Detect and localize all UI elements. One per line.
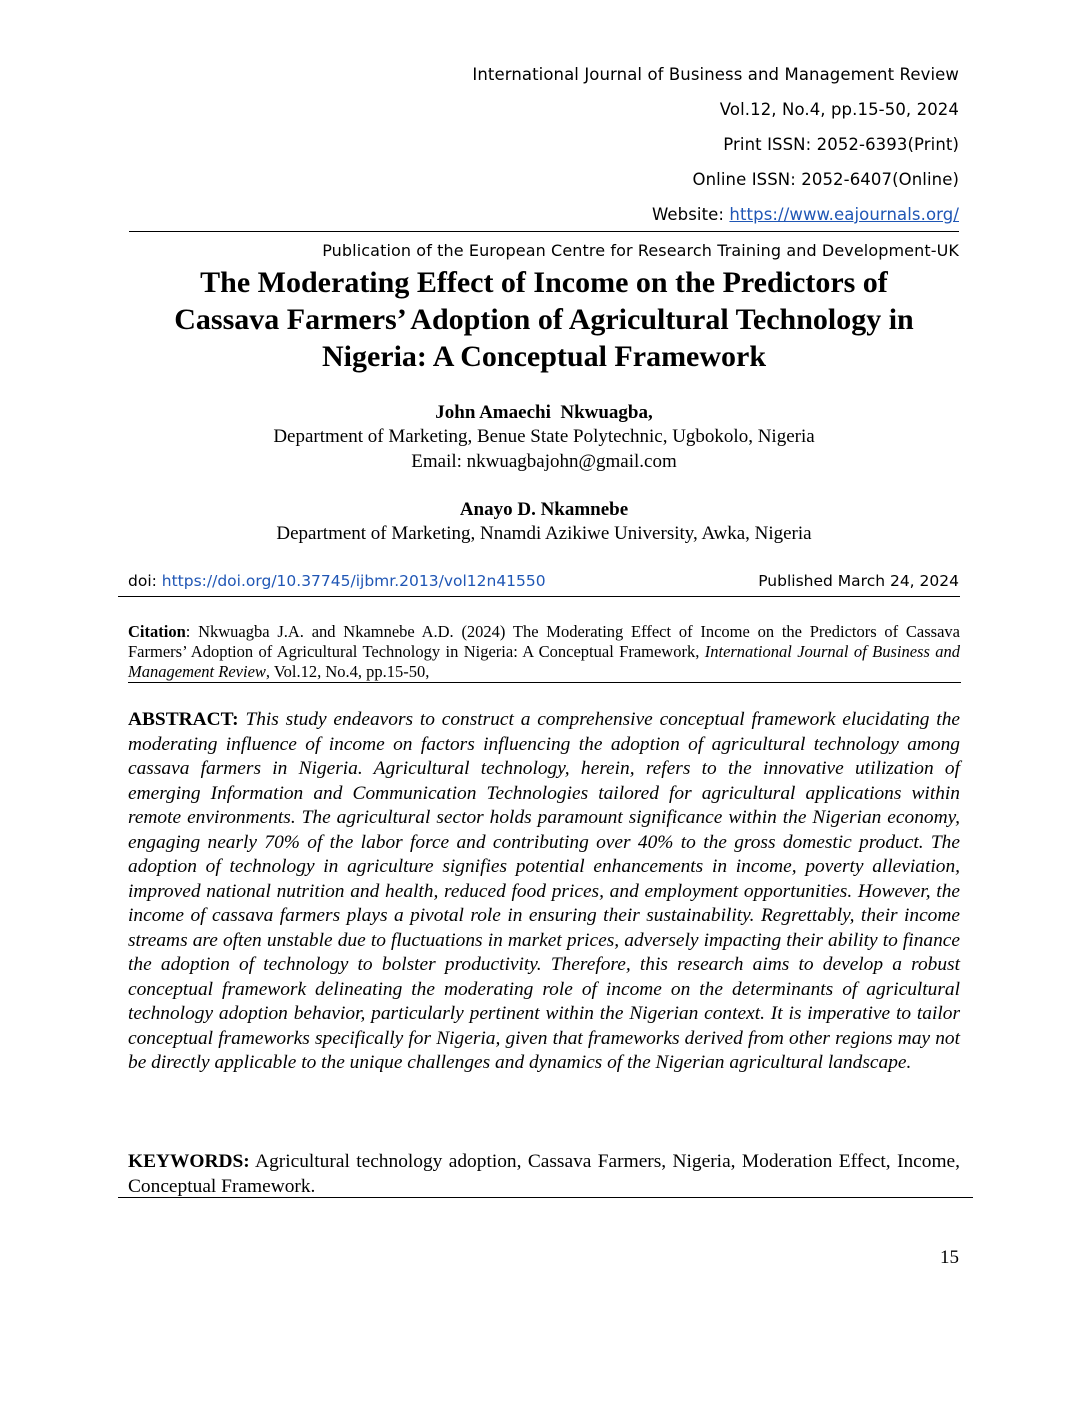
- author-1-affiliation: Department of Marketing, Benue State Polytechnic, Ugbokolo, Nigeria: [273, 426, 815, 447]
- author-1-name: John Amaechi Nkwuagba,: [435, 402, 653, 423]
- author-2-name: Anayo D. Nkamnebe: [459, 499, 629, 520]
- citation-text: : Nkwuagba J.A. and Nkamnebe A.D. (2024) The Moderating Effect of Income on the Predictors of Cassava Farmers’ Adoption of Agricultural Technology in Nigeria: A Conceptual Framework,: [128, 622, 960, 661]
- citation: [128, 622, 960, 682]
- title-line-1: The Moderating Effect of Income on the Predictors of: [200, 266, 888, 299]
- print-issn: Print ISSN: 2052-6393(Print): [723, 135, 959, 154]
- citation-volume: , Vol.12, No.4, pp.15-50,: [265, 662, 430, 681]
- website-link[interactable]: https://www.eajournals.org/: [729, 205, 959, 224]
- keywords-rule: [118, 1197, 973, 1198]
- published-date: Published March 24, 2024: [758, 572, 959, 590]
- doi-label: doi:: [128, 572, 162, 590]
- author-1-email: Email: nkwuagbajohn@gmail.com: [411, 451, 677, 472]
- keywords: [128, 1150, 960, 1199]
- paper-title: [120, 264, 968, 375]
- doi-line: [128, 572, 546, 590]
- abstract: [128, 708, 960, 1076]
- website-label: Website:: [651, 205, 730, 224]
- journal-name: International Journal of Business and Management Review: [472, 65, 959, 84]
- keywords-label: KEYWORDS:: [128, 1151, 250, 1172]
- online-issn: Online ISSN: 2052-6407(Online): [692, 170, 959, 189]
- author-2-affiliation: Department of Marketing, Nnamdi Azikiwe University, Awka, Nigeria: [276, 523, 812, 544]
- publisher-line: Publication of the European Centre for Research Training and Development-UK: [322, 241, 959, 260]
- abstract-text: This study endeavors to construct a comprehensive conceptual framework elucidating the moderating influence of income on factors influencing the adoption of agricultural technology among cassava farmers in Nigeria. Agricultural technology, herein, refers to the innovative utilization of emerging Information and Communication Technologies tailored for agricultural applications within remote environments. The agricultural sector holds paramount significance within the Nigerian economy, engaging nearly 70% of the labor force and contributing over 40% to the gross domestic product. The adoption of technology in agriculture signifies potential enhancements in income, poverty alleviation, improved national nutrition and health, reduced food prices, and employment opportunities. However, the income of cassava farmers plays a pivotal role in ensuring their sustainability. Regrettably, their income streams are often unstable due to fluctuations in market prices, adversely impacting their ability to finance the adoption of technology to bolster productivity. Therefore, this research aims to develop a robust conceptual framework delineating the moderating role of income on the determinants of agricultural technology adoption behavior, particularly pertinent within the Nigerian context. It is imperative to tailor conceptual frameworks specifically for Nigeria, given that frameworks derived from other regions may not be directly applicable to the unique challenges and dynamics of the Nigerian agricultural landscape.: [128, 709, 960, 1073]
- title-line-2: Cassava Farmers’ Adoption of Agricultural Technology in: [174, 303, 914, 336]
- keywords-text: Agricultural technology adoption, Cassava Farmers, Nigeria, Moderation Effect, Income, Conceptual Framework.: [128, 1151, 960, 1197]
- volume-info: Vol.12, No.4, pp.15-50, 2024: [719, 100, 959, 119]
- title-line-3: Nigeria: A Conceptual Framework: [321, 340, 767, 373]
- header-rule: [129, 231, 959, 232]
- page-number: 15: [940, 1247, 959, 1268]
- citation-rule: [128, 682, 961, 683]
- citation-journal: International Journal of Business and Management Review: [128, 642, 960, 681]
- doi-rule: [118, 596, 960, 597]
- abstract-label: ABSTRACT:: [128, 709, 239, 730]
- website-line: [652, 205, 959, 224]
- citation-label: Citation: [128, 622, 186, 641]
- doi-link[interactable]: https://doi.org/10.37745/ijbmr.2013/vol12n41550: [161, 572, 546, 590]
